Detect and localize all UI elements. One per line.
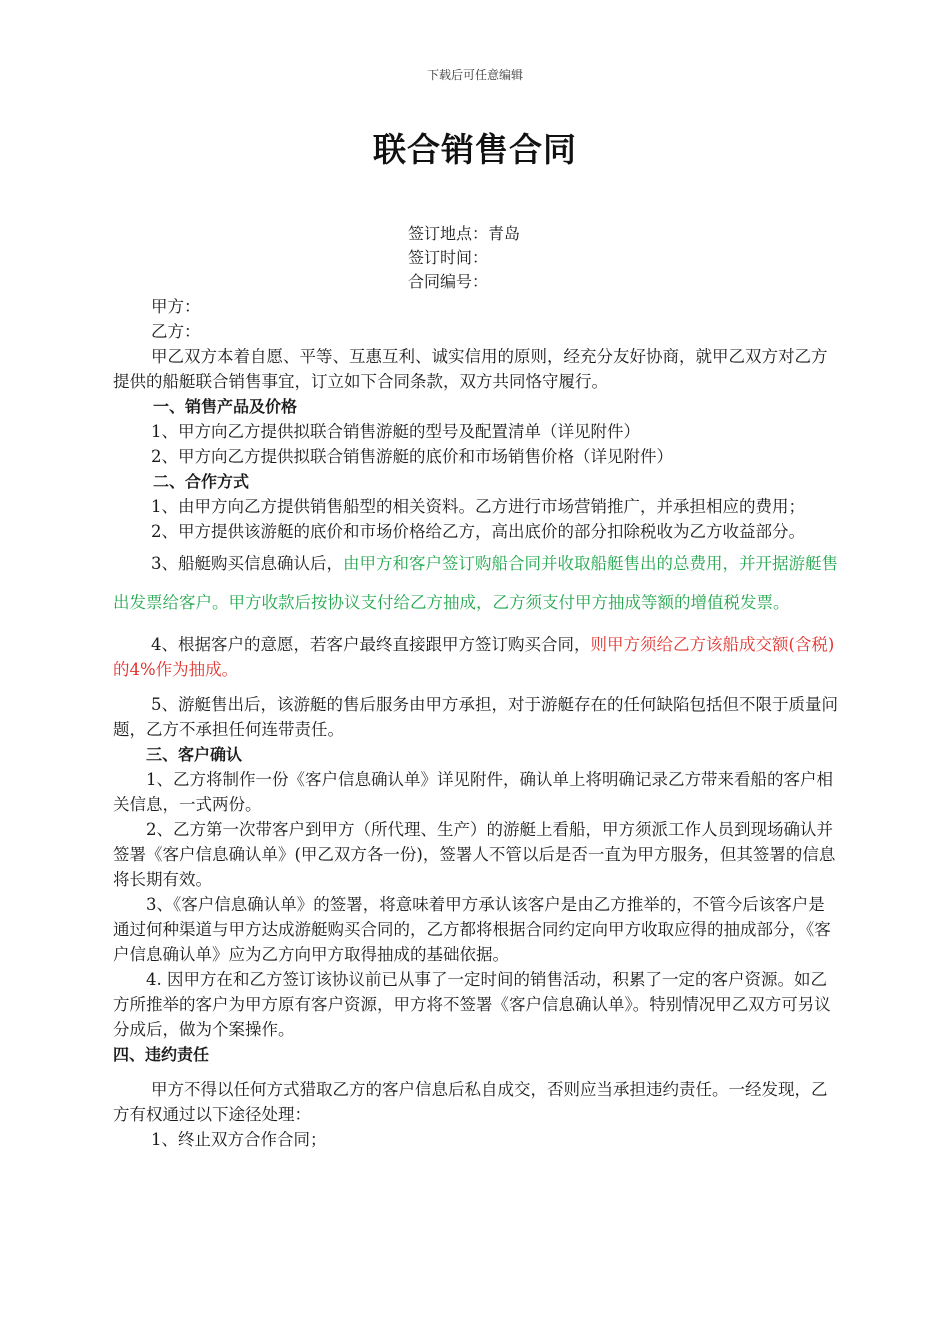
section-2-item-2: 2、甲方提供该游艇的底价和市场价格给乙方，高出底价的部分扣除税收为乙方收益部分。 (151, 522, 805, 541)
contract-meta (408, 222, 520, 294)
contract-body (113, 294, 840, 1152)
section-3-heading: 三、客户确认 (146, 745, 243, 764)
section-2-item-5: 5、游艇售出后，该游艇的售后服务由甲方承担，对于游艇存在的任何缺陷包括但不限于质量问题，乙方不承担任何连带责任。 (113, 695, 838, 739)
section-2-item-3 (113, 544, 840, 622)
section-4-heading: 四、违约责任 (113, 1045, 210, 1064)
intro-paragraph: 甲乙双方本着自愿、平等、互惠互利、诚实信用的原则，经充分友好协商，就甲乙双方对乙方提供的船艇联合销售事宜，订立如下合同条款，双方共同恪守履行。 (113, 347, 828, 391)
contract-number: 合同编号： (408, 272, 489, 291)
section-1-heading: 一、销售产品及价格 (153, 397, 298, 416)
section-2-item-4 (113, 632, 840, 682)
section-3-item-3: 3、《客户信息确认单》的签署，将意味着甲方承认该客户是由乙方推举的，不管今后该客户是通过何种渠道与甲方达成游艇购买合同的，乙方都将根据合同约定向甲方收取应得的抽成部分，《客户信息确认单》应为乙方向甲方取得抽成的基础依据。 (113, 895, 831, 964)
section-2-heading: 二、合作方式 (153, 472, 250, 491)
section-2-item-4-highlight: 则甲方须给乙方该船成交额(含税)的4%作为抽成。 (113, 635, 835, 679)
section-4-item-1: 1、终止双方合作合同； (151, 1130, 327, 1149)
document-title: 联合销售合同 (373, 130, 577, 169)
section-3-item-1: 1、乙方将制作一份《客户信息确认单》详见附件，确认单上将明确记录乙方带来看船的客户相关信息，一式两份。 (113, 770, 833, 814)
section-2-item-3-prefix: 3、船艇购买信息确认后， (151, 554, 343, 573)
section-4-paragraph: 甲方不得以任何方式猎取乙方的客户信息后私自成交，否则应当承担违约责任。一经发现，乙方有权通过以下途径处理： (113, 1080, 828, 1124)
signing-time: 签订时间： (408, 248, 489, 267)
party-b-label: 乙方： (151, 322, 201, 341)
section-2-item-4-prefix: 4、根据客户的意愿，若客户最终直接跟甲方签订购买合同， (151, 635, 591, 654)
section-2-item-3-highlight: 由甲方和客户签订购船合同并收取船艇售出的总费用，并开据游艇售出发票给客户。甲方收款后按协议支付给乙方抽成，乙方须支付甲方抽成等额的增值税发票。 (113, 554, 838, 612)
section-3-item-4: 4. 因甲方在和乙方签订该协议前已从事了一定时间的销售活动，积累了一定的客户资源。如乙方所推举的客户为甲方原有客户资源，甲方将不签署《客户信息确认单》。特别情况甲乙双方可另议分成后，做为个案操作。 (113, 970, 831, 1039)
section-1-item-1: 1、甲方向乙方提供拟联合销售游艇的型号及配置清单（详见附件） (151, 422, 640, 441)
party-a-label: 甲方： (151, 297, 201, 316)
section-2-item-1: 1、由甲方向乙方提供销售船型的相关资料。乙方进行市场营销推广，并承担相应的费用； (151, 497, 805, 516)
signing-place: 签订地点：青岛 (408, 224, 521, 243)
section-1-item-2: 2、甲方向乙方提供拟联合销售游艇的底价和市场销售价格（详见附件） (151, 447, 673, 466)
header-note: 下载后可任意编辑 (426, 68, 523, 82)
section-3-item-2: 2、乙方第一次带客户到甲方（所代理、生产）的游艇上看船，甲方须派工作人员到现场确认并签署《客户信息确认单》(甲乙双方各一份)，签署人不管以后是否一直为甲方服务，但其签署的信息将长期有效。 (113, 820, 836, 889)
